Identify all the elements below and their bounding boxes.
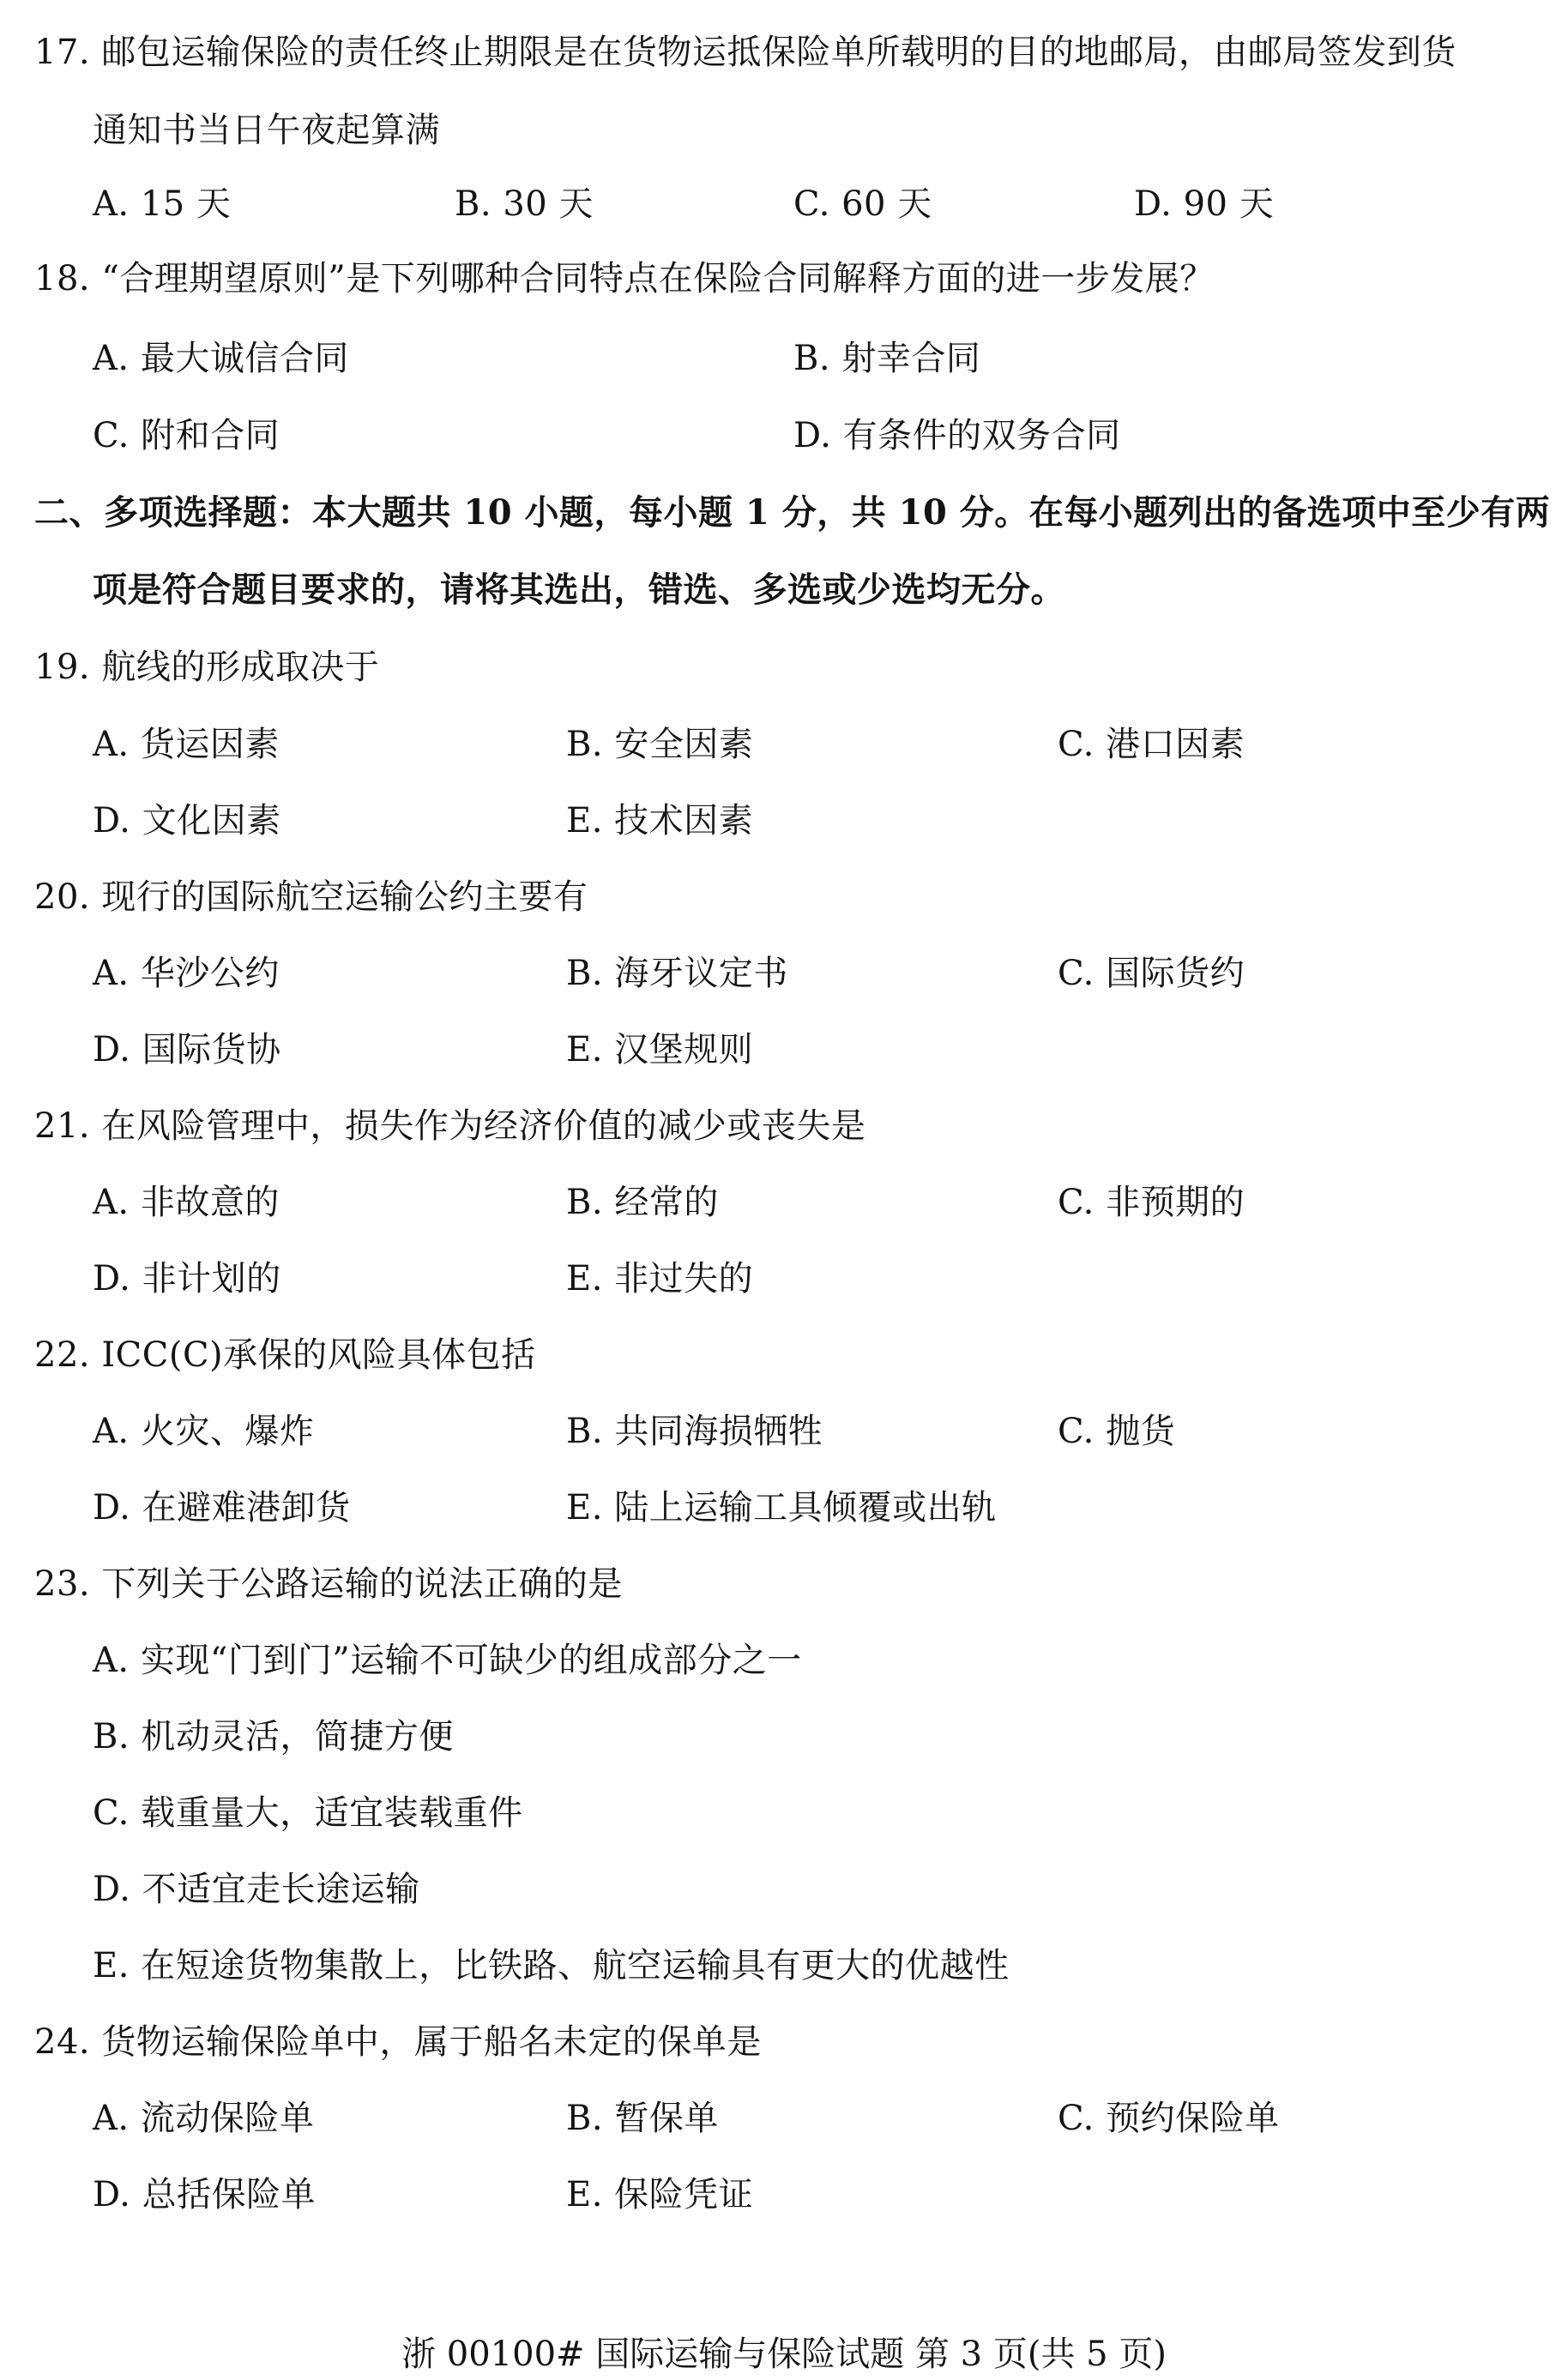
question-17-stem-line1: 17. 邮包运输保险的责任终止期限是在货物运抵保险单所载明的目的地邮局，由邮局签发到货: [34, 33, 1456, 72]
question-23-option-b: B. 机动灵活，简捷方便: [93, 1717, 454, 1756]
question-23-stem: 23. 下列关于公路运输的说法正确的是: [34, 1564, 623, 1604]
question-21-option-c: C. 非预期的: [1058, 1183, 1245, 1222]
question-23-option-a: A. 实现“门到门”运输不可缺少的组成部分之一: [93, 1641, 802, 1680]
question-21-stem: 21. 在风险管理中，损失作为经济价值的减少或丧失是: [34, 1106, 866, 1146]
question-20-option-c: C. 国际货约: [1058, 954, 1245, 993]
question-24-option-d: D. 总括保险单: [93, 2175, 317, 2214]
question-23-option-d: D. 不适宜走长途运输: [93, 1870, 420, 1909]
question-24-option-b: B. 暂保单: [566, 2099, 719, 2138]
page-footer: 浙 00100# 国际运输与保险试题 第 3 页(共 5 页): [401, 2335, 1167, 2374]
question-21-option-a: A. 非故意的: [93, 1183, 280, 1222]
question-18-stem: 18. “合理期望原则”是下列哪种合同特点在保险合同解释方面的进一步发展？: [34, 259, 1215, 298]
question-19-option-d: D. 文化因素: [93, 801, 281, 841]
question-24-option-c: C. 预约保险单: [1058, 2099, 1280, 2138]
question-18-option-a: A. 最大诚信合同: [93, 339, 349, 378]
question-19-stem: 19. 航线的形成取决于: [34, 648, 380, 687]
question-17-option-c: C. 60 天: [793, 184, 932, 224]
section-2-heading-line2: 项是符合题目要求的，请将其选出，错选、多选或少选均无分。: [93, 569, 1065, 610]
section-2-heading-line1: 二、多项选择题：本大题共 10 小题，每小题 1 分，共 10 分。在每小题列出的备选项中至少有两: [34, 492, 1551, 533]
question-22-option-a: A. 火灾、爆炸: [93, 1412, 315, 1451]
question-18-option-c: C. 附和合同: [93, 416, 280, 455]
question-20-option-b: B. 海牙议定书: [566, 954, 788, 993]
question-24-stem: 24. 货物运输保险单中，属于船名未定的保单是: [34, 2022, 762, 2062]
question-17-option-b: B. 30 天: [455, 184, 594, 224]
question-22-option-b: B. 共同海损牺牲: [566, 1412, 823, 1451]
question-17-stem-line2: 通知书当日午夜起算满: [93, 111, 440, 150]
question-20-option-a: A. 华沙公约: [93, 954, 280, 993]
question-23-option-e: E. 在短途货物集散上，比铁路、航空运输具有更大的优越性: [93, 1946, 1010, 1985]
question-20-stem: 20. 现行的国际航空运输公约主要有: [34, 877, 588, 917]
question-24-option-a: A. 流动保险单: [93, 2099, 315, 2138]
question-17-option-a: A. 15 天: [93, 184, 232, 224]
question-19-option-b: B. 安全因素: [566, 725, 754, 764]
question-22-option-c: C. 抛货: [1058, 1412, 1176, 1451]
question-21-option-e: E. 非过失的: [566, 1259, 754, 1298]
question-24-option-e: E. 保险凭证: [566, 2175, 754, 2214]
question-19-option-e: E. 技术因素: [566, 801, 754, 841]
question-17-option-d: D. 90 天: [1134, 184, 1275, 224]
question-20-option-d: D. 国际货协: [93, 1030, 281, 1069]
question-18-option-d: D. 有条件的双务合同: [793, 416, 1121, 455]
question-21-option-b: B. 经常的: [566, 1183, 719, 1222]
question-21-option-d: D. 非计划的: [93, 1259, 281, 1298]
question-20-option-e: E. 汉堡规则: [566, 1030, 754, 1069]
question-18-option-b: B. 射幸合同: [793, 339, 981, 378]
question-19-option-a: A. 货运因素: [93, 725, 280, 764]
question-22-stem: 22. ICC(C)承保的风险具体包括: [34, 1335, 536, 1375]
question-22-option-e: E. 陆上运输工具倾覆或出轨: [566, 1488, 997, 1527]
question-19-option-c: C. 港口因素: [1058, 725, 1245, 764]
question-23-option-c: C. 载重量大，适宜装载重件: [93, 1793, 523, 1833]
question-22-option-d: D. 在避难港卸货: [93, 1488, 351, 1527]
